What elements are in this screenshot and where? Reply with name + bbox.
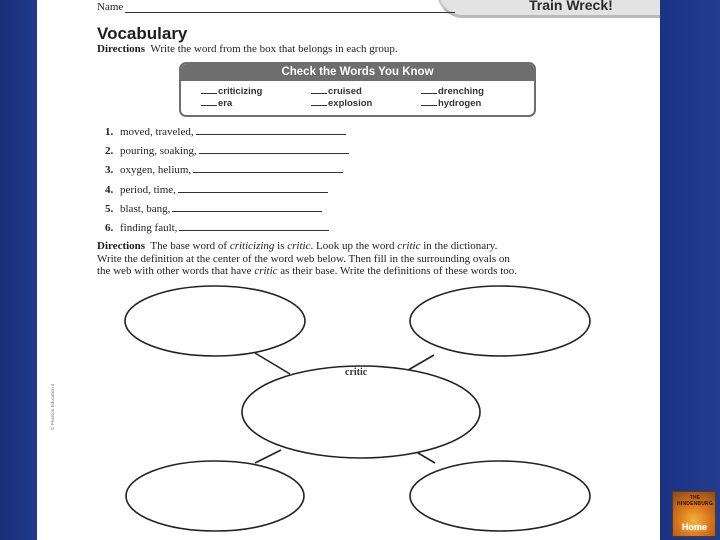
word-item: cruised [311, 86, 421, 97]
directions-text: Write the word from the box that belongs in each group. [150, 43, 398, 55]
connector-top-left [255, 353, 290, 374]
right-background-bar [660, 0, 720, 540]
question-item: 3. oxygen, helium, [105, 164, 349, 183]
oval-bottom-right[interactable] [410, 461, 590, 531]
question-item: 4. period, time, [105, 184, 349, 203]
question-item: 1. moved, traveled, [105, 126, 349, 145]
word-item: explosion [311, 98, 421, 109]
word-item: hydrogen [421, 98, 531, 109]
word-item: criticizing [201, 86, 311, 97]
word-item: drenching [421, 86, 531, 97]
left-background-bar [0, 0, 37, 540]
oval-center[interactable] [242, 366, 480, 458]
home-button[interactable] [672, 491, 716, 537]
question-item: 5. blast, bang, [105, 203, 349, 222]
home-label: Home [682, 522, 708, 532]
word-box-title: Check the Words You Know [181, 64, 534, 81]
hindenburg-logo: THE HINDENBURG [677, 495, 713, 507]
word-item: era [201, 98, 311, 109]
word-web [37, 0, 660, 540]
worksheet-page [37, 0, 660, 540]
directions-label: Directions [97, 240, 146, 252]
oval-bottom-left[interactable] [126, 461, 304, 531]
question-item: 2. pouring, soaking, [105, 145, 349, 164]
copyright-text: © Pearson Education 4 [50, 383, 55, 430]
directions-label: Directions [97, 43, 146, 55]
center-oval-label: critic [345, 367, 368, 378]
connector-bottom-left [255, 450, 281, 463]
oval-top-left[interactable] [125, 286, 305, 356]
name-label: Name [97, 1, 124, 13]
story-title: Train Wreck! [529, 0, 613, 13]
oval-top-right[interactable] [410, 286, 590, 356]
directions-2: Directions The base word of criticizing is critic. Look up the word critic in the dictionary. Write the definition at the center of the word web below. Then fill in the surrounding ovals on the web with other words that have critic as their base. Write the definitions of these words too. [97, 240, 518, 277]
question-item: 6. finding fault, [105, 222, 349, 241]
section-title: Vocabulary [97, 24, 188, 43]
